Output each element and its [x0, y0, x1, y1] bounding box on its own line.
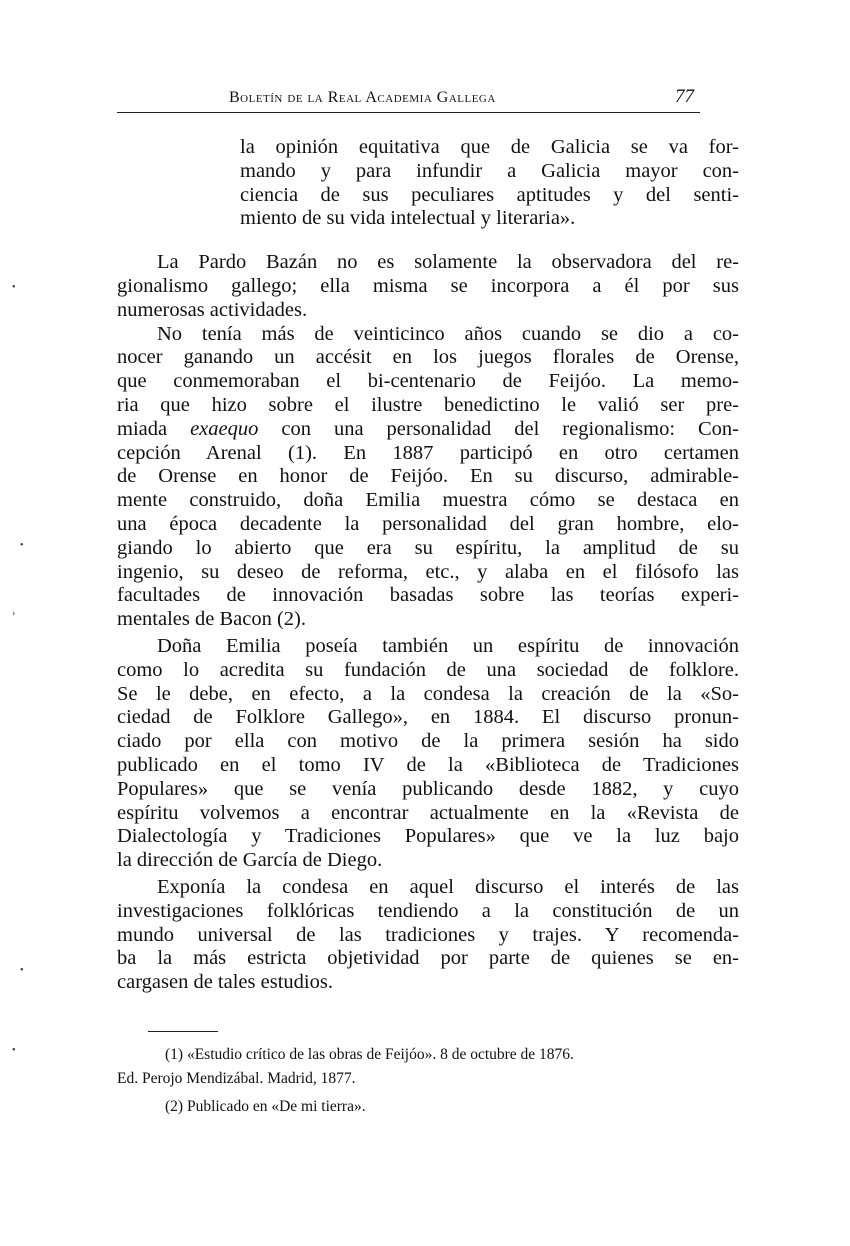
text-line: giando lo abierto que era su espíritu, la amplitud de su [117, 536, 739, 559]
text-line: Se le debe, en efecto, a la condesa la creación de la «So- [117, 682, 739, 705]
paragraph [117, 635, 739, 873]
footnotes [117, 1043, 737, 1119]
text-line: ria que hizo sobre el ilustre benedictino le valió ser pre- [117, 393, 739, 416]
text-line: como lo acredita su fundación de una sociedad de folklore. [117, 658, 739, 681]
text-line: Dialectología y Tradiciones Populares» que ve la luz bajo [117, 825, 739, 848]
paragraph [117, 251, 739, 322]
text-line: No tenía más de veinticinco años cuando se dio a co- [157, 322, 739, 345]
text-line: mundo universal de las tradiciones y trajes. Y recomenda- [117, 923, 739, 946]
italic-term: exaequo [190, 417, 259, 440]
text-line: ciencia de sus peculiares aptitudes y del senti- [240, 183, 739, 206]
text-line: publicado en el tomo IV de la «Biblioteca de Tradiciones [117, 753, 739, 776]
text-line: miada exaequo con una personalidad del regionalismo: Con- [117, 417, 739, 440]
text-line: ingenio, su deseo de reforma, etc., y alaba en el filósofo las [117, 560, 739, 583]
paragraph [117, 323, 739, 632]
quoted-passage [117, 136, 739, 231]
text-line: mentales de Bacon (2). [117, 608, 306, 631]
paragraphs [117, 251, 739, 995]
text-line: espíritu volvemos a encontrar actualmente en la «Revista de [117, 801, 739, 824]
text-line: ciado por ella con motivo de la primera sesión ha sido [117, 730, 739, 753]
text-line: facultades de innovación basadas sobre las teorías experi- [117, 584, 739, 607]
page-number: 77 [675, 86, 694, 107]
footnote-divider [148, 1031, 218, 1032]
margin-speck: • [12, 1045, 16, 1056]
body-text [117, 136, 739, 995]
footnote-2: (2) Publicado en «De mi tierra». [165, 1098, 366, 1115]
text-line: ciedad de Folklore Gallego», en 1884. El discurso pronun- [117, 706, 739, 729]
text-line: cargasen de tales estudios. [117, 971, 333, 994]
text-line: de Orense en honor de Feijóo. En su discurso, admirable- [117, 465, 739, 488]
text-line: la opinión equitativa que de Galicia se va for- [240, 136, 739, 158]
footnote-1: (1) «Estudio crítico de las obras de Feijóo». 8 de octubre de 1876. [165, 1046, 574, 1063]
running-title: Boletín de la Real Academia Gallega [229, 89, 496, 106]
text-line: mente construido, doña Emilia muestra cómo se destaca en [117, 489, 739, 512]
text-line: la dirección de García de Diego. [117, 849, 383, 872]
footnote-1-continued: Ed. Perojo Mendizábal. Madrid, 1877. [117, 1070, 356, 1087]
running-header [117, 86, 700, 113]
text-line: numerosas actividades. [117, 298, 308, 321]
text-line: gionalismo gallego; ella misma se incorpora a él por sus [117, 274, 739, 297]
margin-speck: • [20, 540, 24, 551]
text-line: nocer ganando un accésit en los juegos florales de Orense, [117, 346, 739, 369]
margin-speck: • [20, 965, 24, 976]
text-line: miento de su vida intelectual y literaria». [240, 207, 576, 230]
text-line: que conmemoraban el bi-centenario de Feijóo. La memo- [117, 370, 739, 393]
text-line: Doña Emilia poseía también un espíritu de innovación [157, 634, 739, 657]
text-line: investigaciones folklóricas tendiendo a la constitución de un [117, 899, 739, 922]
margin-speck: • [12, 282, 16, 293]
spacer [117, 231, 739, 251]
paragraph [117, 876, 739, 995]
margin-speck: › [12, 608, 16, 619]
text-line: ba la más estricta objetividad por parte de quienes se en- [117, 947, 739, 970]
text-line: Populares» que se venía publicando desde 1882, y cuyo [117, 777, 739, 800]
text-line: Exponía la condesa en aquel discurso el interés de las [157, 875, 739, 898]
text-line: cepción Arenal (1). En 1887 participó en otro certamen [117, 441, 739, 464]
text-line: La Pardo Bazán no es solamente la observadora del re- [157, 251, 739, 274]
text-line: mando y para infundir a Galicia mayor con- [240, 159, 739, 182]
text-line: una época decadente la personalidad del gran hombre, elo- [117, 512, 739, 535]
